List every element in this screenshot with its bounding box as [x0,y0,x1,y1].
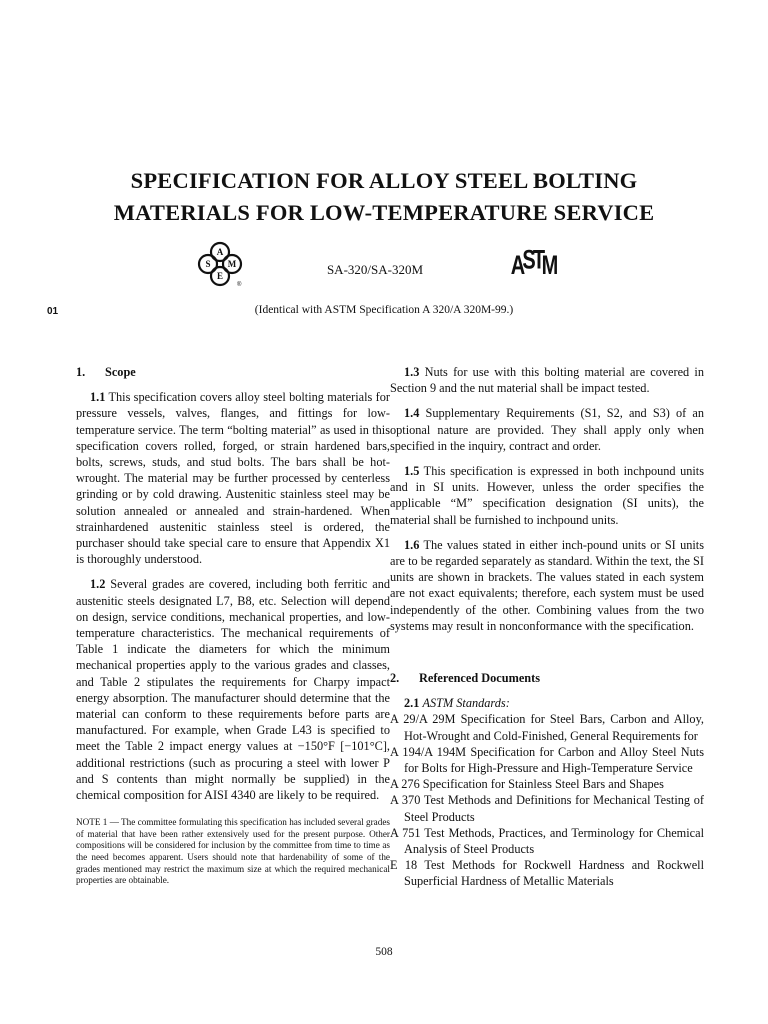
paragraph-text: This specification is expressed in both inchpound units and in SI units. However, unless the order specifies the applicable “M” specification designation (SI units), the material shall be furnished to inchpound units. [390,464,704,527]
paragraph-text: Supplementary Requirements (S1, S2, and S3) of an optional nature are provided. They shall apply only when specified in the inquiry, contract and order. [390,406,704,453]
astm-letter-t: T [532,244,546,276]
right-column [390,364,704,890]
subsection-2-1 [390,695,704,711]
identical-note: (Identical with ASTM Specification A 320/A 320M-99.) [254,304,514,316]
astm-logo [510,236,559,281]
subsection-label: ASTM Standards: [422,696,510,711]
paragraph-1-1 [76,389,390,567]
paragraph-1-3 [390,364,704,396]
paragraph-text: This specification covers alloy steel bolting materials for pressure vessels, valves, flanges, and fittings for low-temperature service. The term “bolting material” as used in this specification covers rolled, forged, or strain hardened bars, bolts, screws, studs, and stud bolts. The bars shall be hot-wrought. The material may be further processed by centerless grinding or by cold drawing. Austenitic stainless steel may be solution annealed or annealed and strain-hardened. When strainhardened austenitic stainless steel is ordered, the purchaser should take special care to ensure that Appendix X1 is thoroughly understood. [76,390,390,567]
paragraph-text: The values stated in either inch-pound units or SI units are to be regarded separately as standard. Within the text, the SI units are shown in brackets. The values stated in each system are not exact equivalents; therefore, each system must be used independently of the other. Combining values from the two systems may result in nonconformance with the specification. [390,537,704,633]
note-1: NOTE 1 — The committee formulating this specification has included several grades of material that have been rather extensively used for the present purpose. Other compositions will be considered for inclusion by the committee from time to time as the need becomes apparent. Users should note that hardenability of some of the grades mentioned may restrict the maximum size at which the required mechanical properties are obtainable. [76,817,390,886]
list-item: A 194/A 194M Specification for Carbon and Alloy Steel Nuts for Bolts for High-Pressure and High-Temperature Service [390,744,704,776]
asme-letter-s: S [205,259,211,269]
paragraph-1-5 [390,463,704,528]
astm-letter-s: S [522,244,536,276]
asme-logo [197,240,243,290]
astm-letter-m: M [541,249,559,281]
paragraph-number: 1.1 [90,390,106,405]
paragraph-1-4 [390,405,704,454]
list-item: A 370 Test Methods and Definitions for Mechanical Testing of Steel Products [390,793,704,824]
list-item: A 29/A 29M Specification for Steel Bars, Carbon and Alloy, Hot-Wrought and Cold-Finished, General Requirements for [390,712,704,743]
asme-letter-m: M [227,259,237,269]
specification-designation: SA-320/SA-320M [326,262,424,277]
paragraph-number: 1.2 [90,577,106,592]
list-item: A 751 Test Methods, Practices, and Terminology for Chemical Analysis of Steel Products [390,825,704,857]
section-1-title: Scope [105,365,136,379]
section-2-title: Referenced Documents [419,671,540,686]
paragraph-text: Nuts for use with this bolting material are covered in Section 9 and the nut material shall be impact tested. [390,365,704,396]
paragraph-number: 2.1 [404,696,420,711]
list-item: E 18 Test Methods for Rockwell Hardness and Rockwell Superficial Hardness of Metallic Materials [390,858,704,889]
asme-letter-a: A [216,247,224,257]
document-title [40,165,728,229]
paragraph-1-6 [390,537,704,634]
asme-letter-e: E [216,271,224,281]
paragraph-number: 1.5 [404,464,420,479]
title-line-1: SPECIFICATION FOR ALLOY STEEL BOLTING [130,168,638,193]
paragraph-number: 1.3 [404,365,420,379]
left-column [76,364,390,896]
page-number: 508 [375,946,393,958]
paragraph-number: 1.4 [404,406,420,421]
title-line-2: MATERIALS FOR LOW-TEMPERATURE SERVICE [113,200,655,225]
list-item: A 276 Specification for Stainless Steel Bars and Shapes [390,777,664,792]
paragraph-1-2 [76,576,390,803]
section-1-heading [76,364,390,380]
section-2-heading [390,670,704,686]
registered-mark: ® [237,282,242,288]
section-1-number: 1. [76,365,86,379]
astm-letter-a: A [510,249,526,281]
paragraph-number: 1.6 [404,537,420,552]
revision-mark: 01 [47,306,59,317]
paragraph-text: Several grades are covered, including both ferritic and austenitic steels designated L7, B8, etc. Selection will depend on design, service conditions, mechanical properties, and low-temperature characteristics. The mechanical requirements of Table 1 indicate the diameters for which the minimum mechanical properties apply to the various grades and classes, and Table 2 stipulates the requirements for Charpy impact energy absorption. The manufacturer should determine that the material can conform to these requirements before parts are manufactured. For example, when Grade L43 is specified to meet the Table 2 impact energy values at −150°F [−101°C], additional restrictions (such as procuring a steel with lower P and S contents than might normally be supplied) in the chemical composition for AISI 4340 are likely to be required. [76,577,390,803]
referenced-documents-list [390,711,704,889]
section-2-number: 2. [390,671,400,686]
